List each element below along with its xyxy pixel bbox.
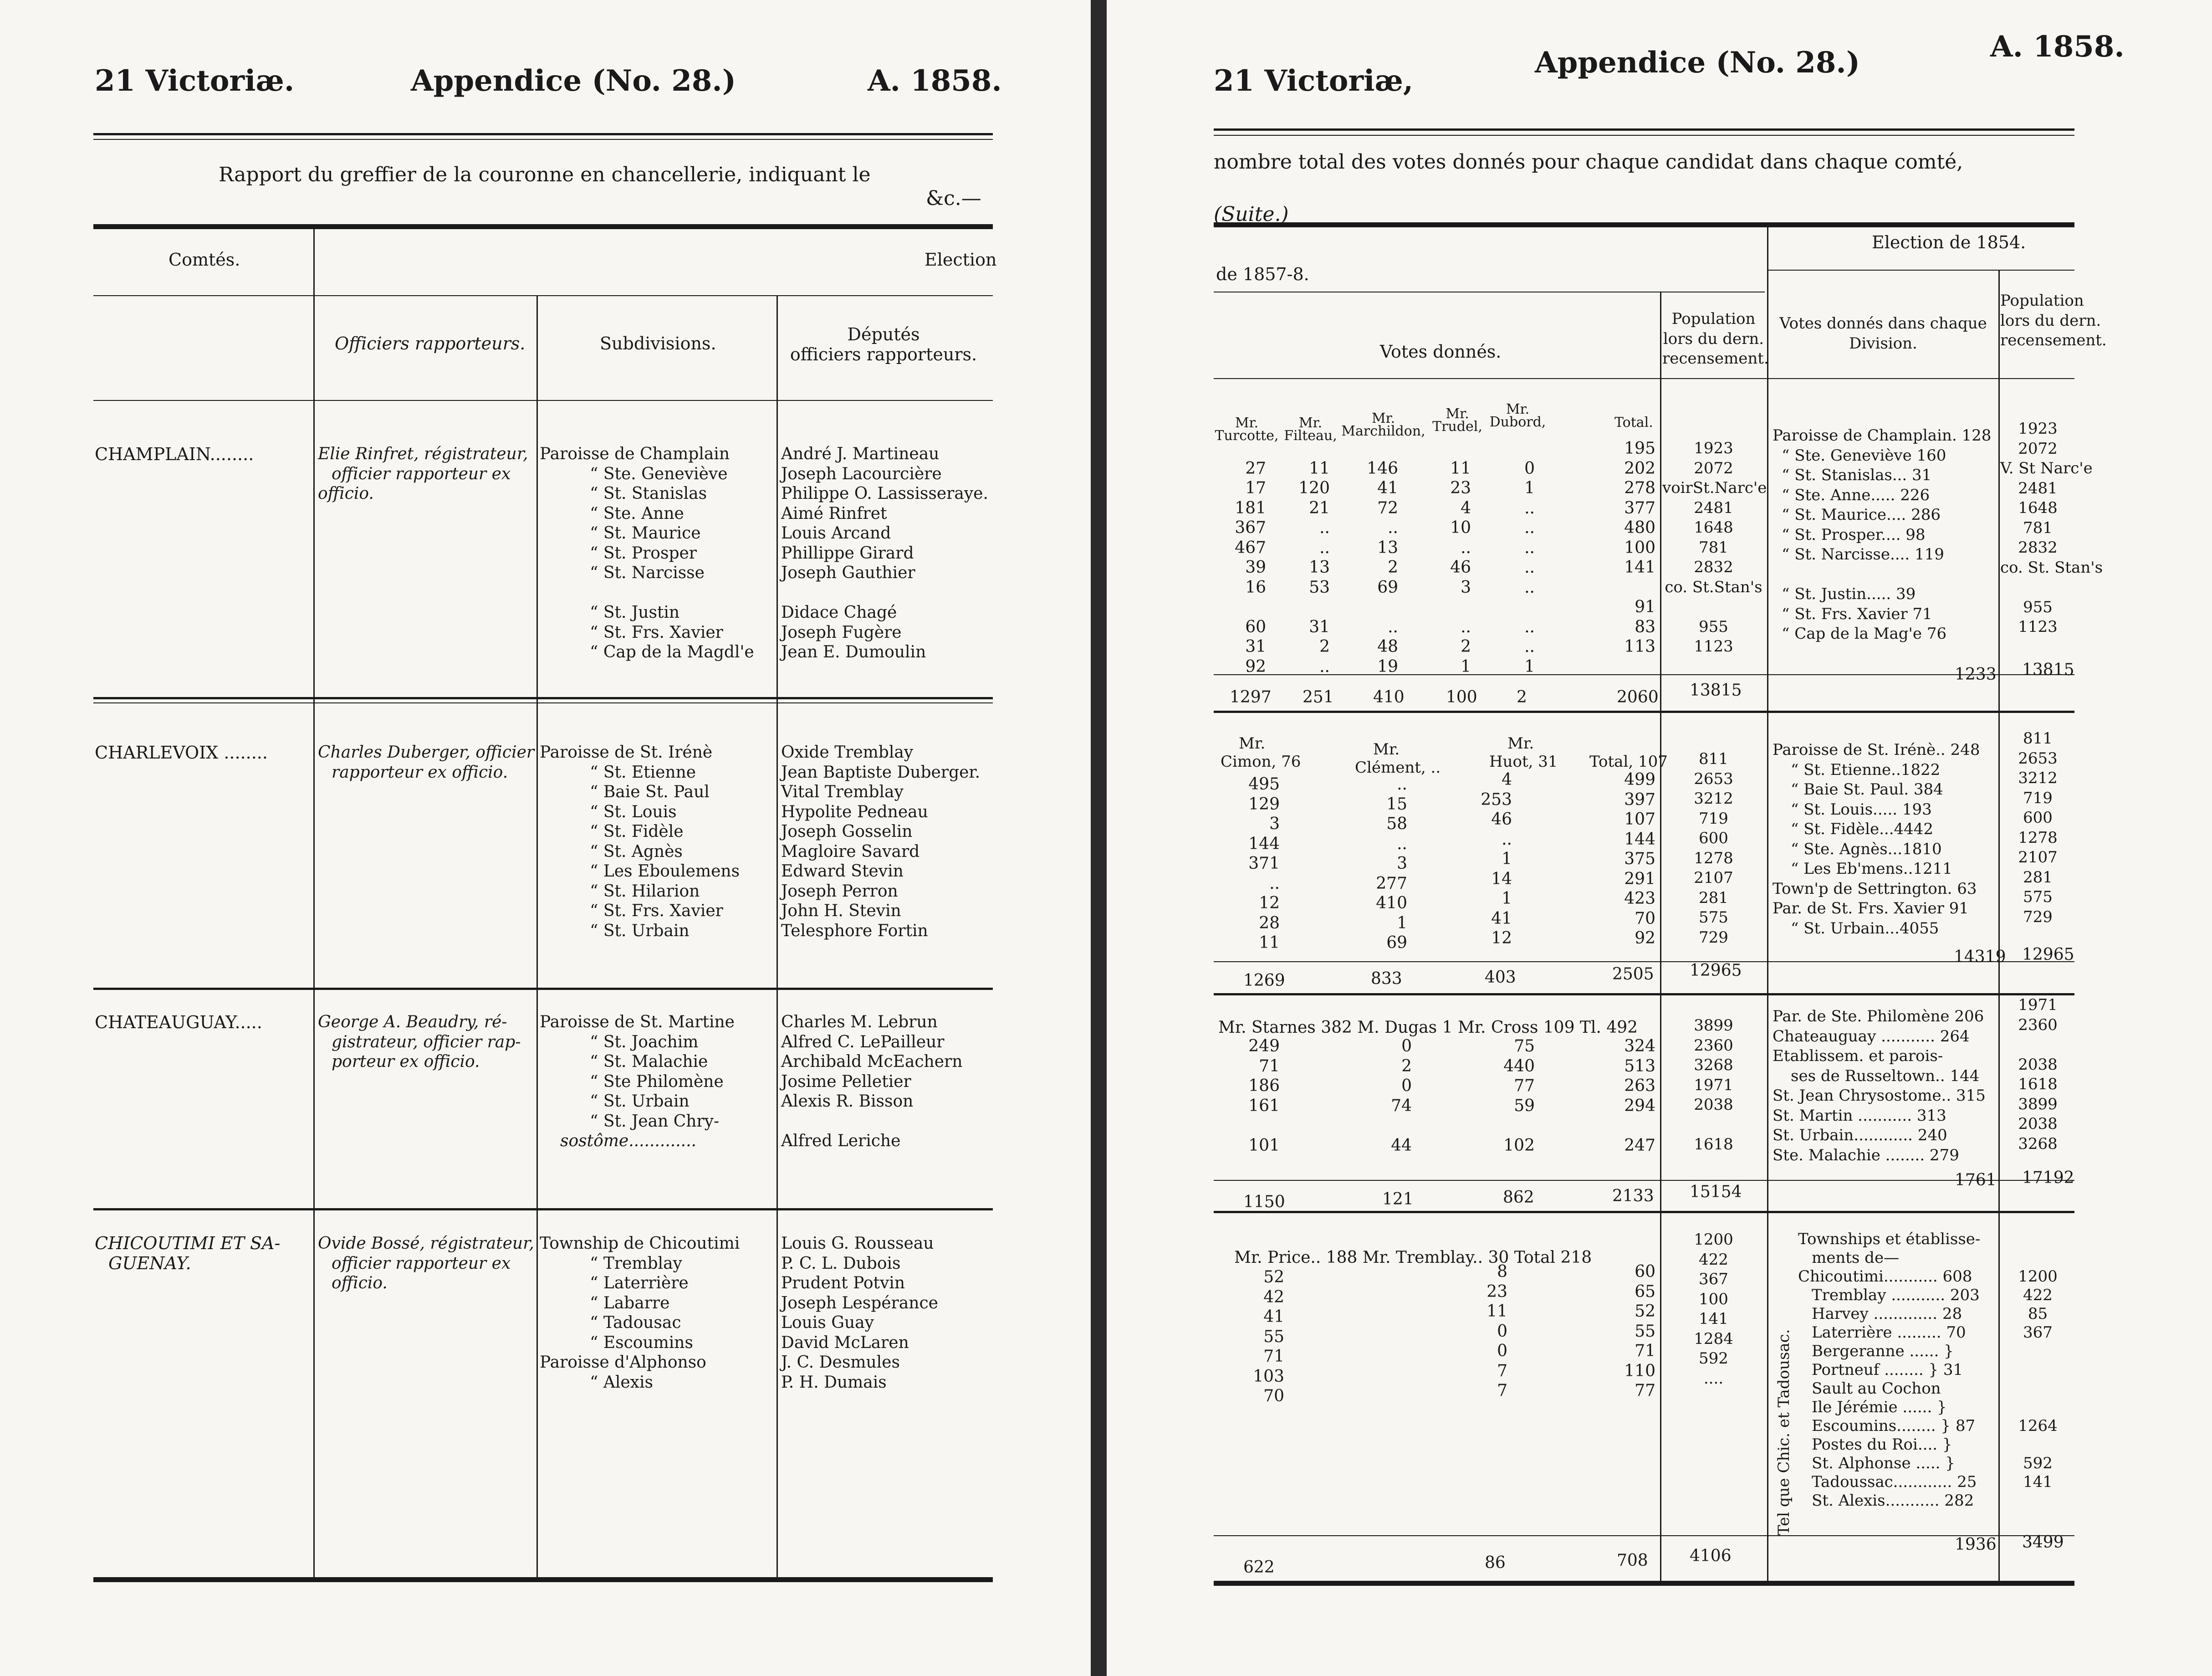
subdivisions-chicoutimi: Township de Chicoutimi “ Tremblay “ Laterrière “ Labarre “ Tadousac “ Escoumins Paroisse d'Alphonso “ Alexis [540, 1234, 740, 1392]
r-section-rule-2 [1214, 993, 2074, 995]
header-center-r: Appendice (No. 28.) [1535, 46, 1860, 80]
col-deputes-1: Députés [847, 324, 920, 344]
col-divider-1 [313, 227, 315, 1578]
cand-trudel: Mr. Trudel, [1432, 406, 1482, 435]
county-champlain: CHAMPLAIN........ [95, 444, 254, 464]
chicoutimi-cand: Mr. Price.. 188 Mr. Tremblay.. 30 Total 218 [1234, 1248, 1592, 1267]
county-charlevoix: CHARLEVOIX ........ [95, 743, 268, 763]
charlevoix-sum-6: 14319 [1954, 948, 2006, 966]
chicoutimi-sum-rule [1214, 1535, 2074, 1536]
subheader-rule [93, 295, 993, 296]
header-right-r: A. 1858. [1990, 30, 2125, 64]
deputies-chicoutimi: Louis G. Rousseau P. C. L. Dubois Prudent Potvin Joseph Lespérance Louis Guay David McLaren J. C. Desmules P. H. Dumais [781, 1234, 938, 1392]
header-rule [93, 133, 993, 135]
chateauguay-cand: Mr. Starnes 382 M. Dugas 1 Mr. Cross 109 Tl. 492 [1218, 1018, 1638, 1037]
charlevoix-sum-2: 833 [1371, 969, 1402, 988]
r-section-rule-1 [1214, 711, 2074, 713]
charlevoix-pop: 811 2653 3212 719 600 1278 2107 281 575 729 [1694, 750, 1733, 947]
chicoutimi-pop2: 1200 422 85 367 1264 592 141 [2018, 1267, 2058, 1491]
col-comtes: Comtés. [169, 250, 240, 270]
chicoutimi-sum-3: 708 [1617, 1551, 1648, 1570]
cand-marchildon: Mr. Marchildon, [1341, 410, 1425, 439]
subdivisions-chateauguay: Paroisse de St. Martine “ St. Joachim “ St. Malachie “ Ste Philomène “ St. Urbain “ St. Jean Chry- sostôme............. [540, 1013, 735, 1150]
chateauguay-total: 324 513 263 294 247 [1624, 1037, 1655, 1155]
report-title-r-line2: (Suite.) [1214, 203, 1289, 226]
charlevoix-pop2: 811 2653 3212 719 600 1278 2107 281 575 729 [2018, 729, 2058, 926]
chicoutimi-sum-1: 622 [1243, 1558, 1275, 1577]
chicoutimi-sum-5: 1936 [1955, 1535, 1997, 1554]
table-top-rule [93, 224, 993, 229]
col-de1857: de 1857-8. [1216, 264, 1309, 284]
charlevoix-total: 499 397 107 144 375 291 423 70 92 [1624, 770, 1655, 948]
col-votes: Votes donnés. [1380, 342, 1502, 362]
officer-charlevoix: Charles Duberger, officier rapporteur ex officio. [318, 743, 535, 782]
chicoutimi-sum-2: 86 [1485, 1553, 1506, 1572]
chateauguay-sum-6: 1761 [1955, 1171, 1997, 1189]
header-bottom-rule-r [1214, 378, 2074, 379]
col-population-2: Population lors du dern. recensement. [2000, 292, 2107, 349]
chateauguay-sum-2: 121 [1382, 1190, 1414, 1209]
col-election: Election [925, 250, 997, 270]
champlain-pop2: 1923 2072 V. St Narc'e 2481 1648 781 2832 co. St. Stan's 955 1123 [2000, 420, 2103, 636]
champlain-sum-6: 2060 [1617, 688, 1659, 707]
chateauguay-sum-4: 2133 [1612, 1187, 1654, 1205]
county-chicoutimi: CHICOUTIMI ET SA- GUENAY. [95, 1233, 281, 1273]
chateauguay-pop2: 1971 2360 2038 1618 3899 2038 3268 [2018, 996, 2058, 1153]
chateauguay-sum-rule [1214, 1180, 2074, 1181]
chicoutimi-c1: 52 42 41 55 71 103 70 [1253, 1268, 1284, 1405]
charlevoix-sum-7: 12965 [2022, 945, 2074, 964]
report-title-r-line1: nombre total des votes donnés pour chaque candidat dans chaque comté, [1214, 150, 1963, 174]
col-divider-2 [536, 295, 538, 1578]
table-bottom-rule-r [1214, 1581, 2074, 1586]
deputies-champlain: André J. Martineau Joseph Lacourcière Philippe O. Lassisseraye. Aimé Rinfret Louis Arcand Phillippe Girard Joseph Gauthier Didace Chagé Joseph Fugère Jean E. Dumoulin [781, 445, 988, 661]
subheader-rule-r [1767, 270, 2074, 271]
right-page [1107, 0, 2212, 1676]
charlevoix-cand-total: Total, 107 [1589, 753, 1668, 771]
champlain-sum-rule [1214, 674, 2074, 675]
chicoutimi-c2: 8 23 11 0 0 7 7 [1487, 1262, 1507, 1400]
charlevoix-cand1: Mr. Cimon, 76 [1221, 734, 1301, 771]
section-rule-3 [93, 1208, 993, 1210]
charlevoix-divisions: Paroisse de St. Irénè.. 248 “ St. Etienne..1822 “ Baie St. Paul. 384 “ St. Louis..... 193 “ St. Fidèle...4442 “ Ste. Agnès...1810 “ Les Eb'mens..1211 Town'p de Settrington. 63 Par. de St. Frs. Xavier 91 “ St. Urbain...4055 [1773, 741, 1980, 938]
champlain-sum-5: 2 [1517, 688, 1527, 707]
champlain-sum-3: 410 [1373, 688, 1405, 707]
champlain-divisions: Paroisse de Champlain. 128 “ Ste. Geneviève 160 “ St. Stanislas... 31 “ Ste. Anne..... 226 “ St. Maurice.... 286 “ St. Prosper.... 98 “ St. Narcisse.... 119 “ St. Justin..... 39 “ St. Frs. Xavier 71 “ Cap de la Mag'e 76 [1773, 426, 1992, 643]
deputies-charlevoix: Oxide Tremblay Jean Baptiste Duberger. Vital Tremblay Hypolite Pedneau Joseph Gosselin Magloire Savard Edward Stevin Joseph Perron John H. Stevin Telesphore Fortin [781, 743, 981, 940]
col-subdivisions: Subdivisions. [600, 333, 716, 354]
champlain-total: 195 202 278 377 480 100 141 91 83 113 [1624, 439, 1655, 656]
chicoutimi-pop: 1200 422 367 100 141 1284 592 .... [1694, 1230, 1733, 1388]
charlevoix-c3: 4 253 46 .. 1 14 1 41 12 [1481, 770, 1512, 948]
col-election1854: Election de 1854. [1872, 232, 2026, 252]
header-center: Appendice (No. 28.) [411, 64, 736, 98]
champlain-sum-8: 1233 [1955, 665, 1997, 684]
chateauguay-sum-3: 862 [1503, 1188, 1534, 1207]
subdivisions-charlevoix: Paroisse de St. Irénè “ St. Etienne “ Baie St. Paul “ St. Louis “ St. Fidèle “ St. Agnès “ Les Eboulemens “ St. Hilarion “ St. Frs. Xavier “ St. Urbain [540, 743, 740, 940]
deputies-chateauguay: Charles M. Lebrun Alfred C. LePailleur Archibald McEachern Josime Pelletier Alexis R. Bisson Alfred Leriche [781, 1013, 963, 1150]
section-rule-1b [93, 702, 993, 703]
header-left-r: 21 Victoriæ, [1214, 64, 1414, 98]
officer-champlain: Elie Rinfret, régistrateur, officier rapporteur ex officio. [318, 445, 528, 503]
header-rule-r [1214, 128, 2074, 131]
book-spine [1091, 0, 1107, 1676]
chicoutimi-total: 60 65 52 55 71 110 77 [1624, 1262, 1655, 1400]
champlain-sum-9: 13815 [2022, 661, 2074, 679]
officer-chicoutimi: Ovide Bossé, régistrateur, officier rapporteur ex officio. [318, 1234, 534, 1292]
champlain-c3: 146 41 72 .. 13 2 69 .. 48 19 [1367, 459, 1398, 676]
left-page [0, 0, 1091, 1676]
chateauguay-sum-7: 17192 [2022, 1169, 2074, 1187]
charlevoix-cand3: Mr. Huot, 31 [1489, 734, 1558, 771]
charlevoix-sum-3: 403 [1485, 968, 1516, 987]
charlevoix-sum-1: 1269 [1243, 971, 1285, 990]
chateauguay-divisions: Par. de Ste. Philomène 206 Chateauguay ........... 264 Etablissem. et parois- ses de Russeltown.. 144 St. Jean Chrysostome.. 315 St. Martin ........... 313 St. Urbain............ 240 Ste. Malachie ........ 279 [1773, 1007, 1986, 1164]
col-votes-division: Votes donnés dans chaque Division. [1779, 314, 1987, 353]
header-right: A. 1858. [868, 64, 1002, 98]
charlevoix-c2: .. 15 58 .. 3 277 410 1 69 [1376, 775, 1407, 952]
chateauguay-sum-1: 1150 [1243, 1193, 1285, 1211]
champlain-c1: 27 17 181 367 467 39 16 60 31 92 [1235, 459, 1266, 676]
table-top-rule-r [1214, 222, 2074, 227]
cand-turcotte: Mr. Turcotte, [1215, 415, 1279, 444]
champlain-sum-2: 251 [1303, 688, 1334, 707]
header-left: 21 Victoriæ. [95, 64, 295, 98]
r-section-rule-3 [1214, 1211, 2074, 1213]
sidenote-tel-que [1768, 1289, 1800, 1544]
champlain-c5: 0 1 .. .. .. .. .. .. .. 1 [1524, 459, 1535, 676]
r-divider-3 [1998, 270, 2000, 1581]
chateauguay-c1: 249 71 186 161 101 [1248, 1037, 1280, 1155]
header-rule-r2 [1214, 135, 2074, 136]
champlain-sum-7: 13815 [1690, 681, 1742, 700]
table-bottom-rule [93, 1577, 993, 1582]
charlevoix-cand2: Mr. Clément, .. [1355, 740, 1441, 777]
section-rule-2 [93, 988, 993, 990]
champlain-sum-4: 100 [1446, 688, 1477, 707]
svg-text:Tel que Chic. et Tadousac.: Tel que Chic. et Tadousac. [1775, 1329, 1793, 1535]
header-rule-2 [93, 139, 993, 140]
charlevoix-sum-5: 12965 [1690, 961, 1742, 980]
charlevoix-sum-4: 2505 [1612, 965, 1654, 984]
champlain-c4: 11 23 4 10 .. 46 3 .. 2 1 [1450, 459, 1471, 676]
chateauguay-c2: 0 2 0 74 44 [1391, 1037, 1412, 1155]
charlevoix-sum-rule [1214, 961, 2074, 962]
r-divider-1 [1660, 292, 1661, 1581]
champlain-pop: 1923 2072 voirSt.Narc'e 2481 1648 781 2832 co. St.Stan's 955 1123 [1662, 439, 1767, 656]
chicoutimi-divisions: Townships et établisse- ments de— Chicoutimi........... 608 Tremblay ........... 203 Harvey ............. 28 Laterrière ......... 70 Bergeranne ...... } Portneuf ........ } 31 Sault au Cochon Ile Jérémie ...... } Escoumins........ } 87 Postes du Roi.... } St. Alphonse ..... } Tadoussac............ 25 St. Alexis........... 282 [1798, 1230, 1981, 1510]
county-chateauguay: CHATEAUGUAY..... [95, 1012, 262, 1032]
chateauguay-sum-5: 15154 [1690, 1183, 1742, 1201]
cand-filteau: Mr. Filteau, [1284, 415, 1337, 444]
chateauguay-c3: 75 440 77 59 102 [1503, 1037, 1535, 1155]
report-title-line2: &c.— [926, 187, 981, 210]
charlevoix-c1: 495 129 3 144 371 .. 12 28 11 [1248, 775, 1280, 952]
header-bottom-rule [93, 400, 993, 401]
chicoutimi-sum-4: 4106 [1690, 1547, 1732, 1565]
chicoutimi-sum-6: 3499 [2022, 1533, 2064, 1552]
officer-chateauguay: George A. Beaudry, ré- gistrateur, officier rap- porteur ex officio. [318, 1013, 521, 1071]
col-total-head: Total. [1614, 415, 1653, 431]
champlain-sum-1: 1297 [1230, 688, 1272, 707]
section-rule-1 [93, 697, 993, 699]
col-officiers: Officiers rapporteurs. [335, 333, 526, 354]
champlain-c2: 11 120 21 .. .. 13 53 31 2 .. [1298, 459, 1330, 676]
report-title-line1: Rapport du greffier de la couronne en chancellerie, indiquant le [219, 163, 871, 186]
col-divider-3 [776, 295, 778, 1578]
col-deputes-2: officiers rapporteurs. [790, 344, 977, 364]
chateauguay-pop: 3899 2360 3268 1971 2038 1618 [1694, 1016, 1733, 1153]
subdivisions-champlain: Paroisse de Champlain “ Ste. Geneviève “ St. Stanislas “ Ste. Anne “ St. Maurice “ St. Prosper “ St. Narcisse “ St. Justin “ St. Frs. Xavier “ Cap de la Magdl'e [540, 445, 754, 661]
col-population: Population lors du dern. recensement. [1662, 310, 1769, 368]
cand-dubord: Mr. Dubord, [1489, 401, 1546, 430]
